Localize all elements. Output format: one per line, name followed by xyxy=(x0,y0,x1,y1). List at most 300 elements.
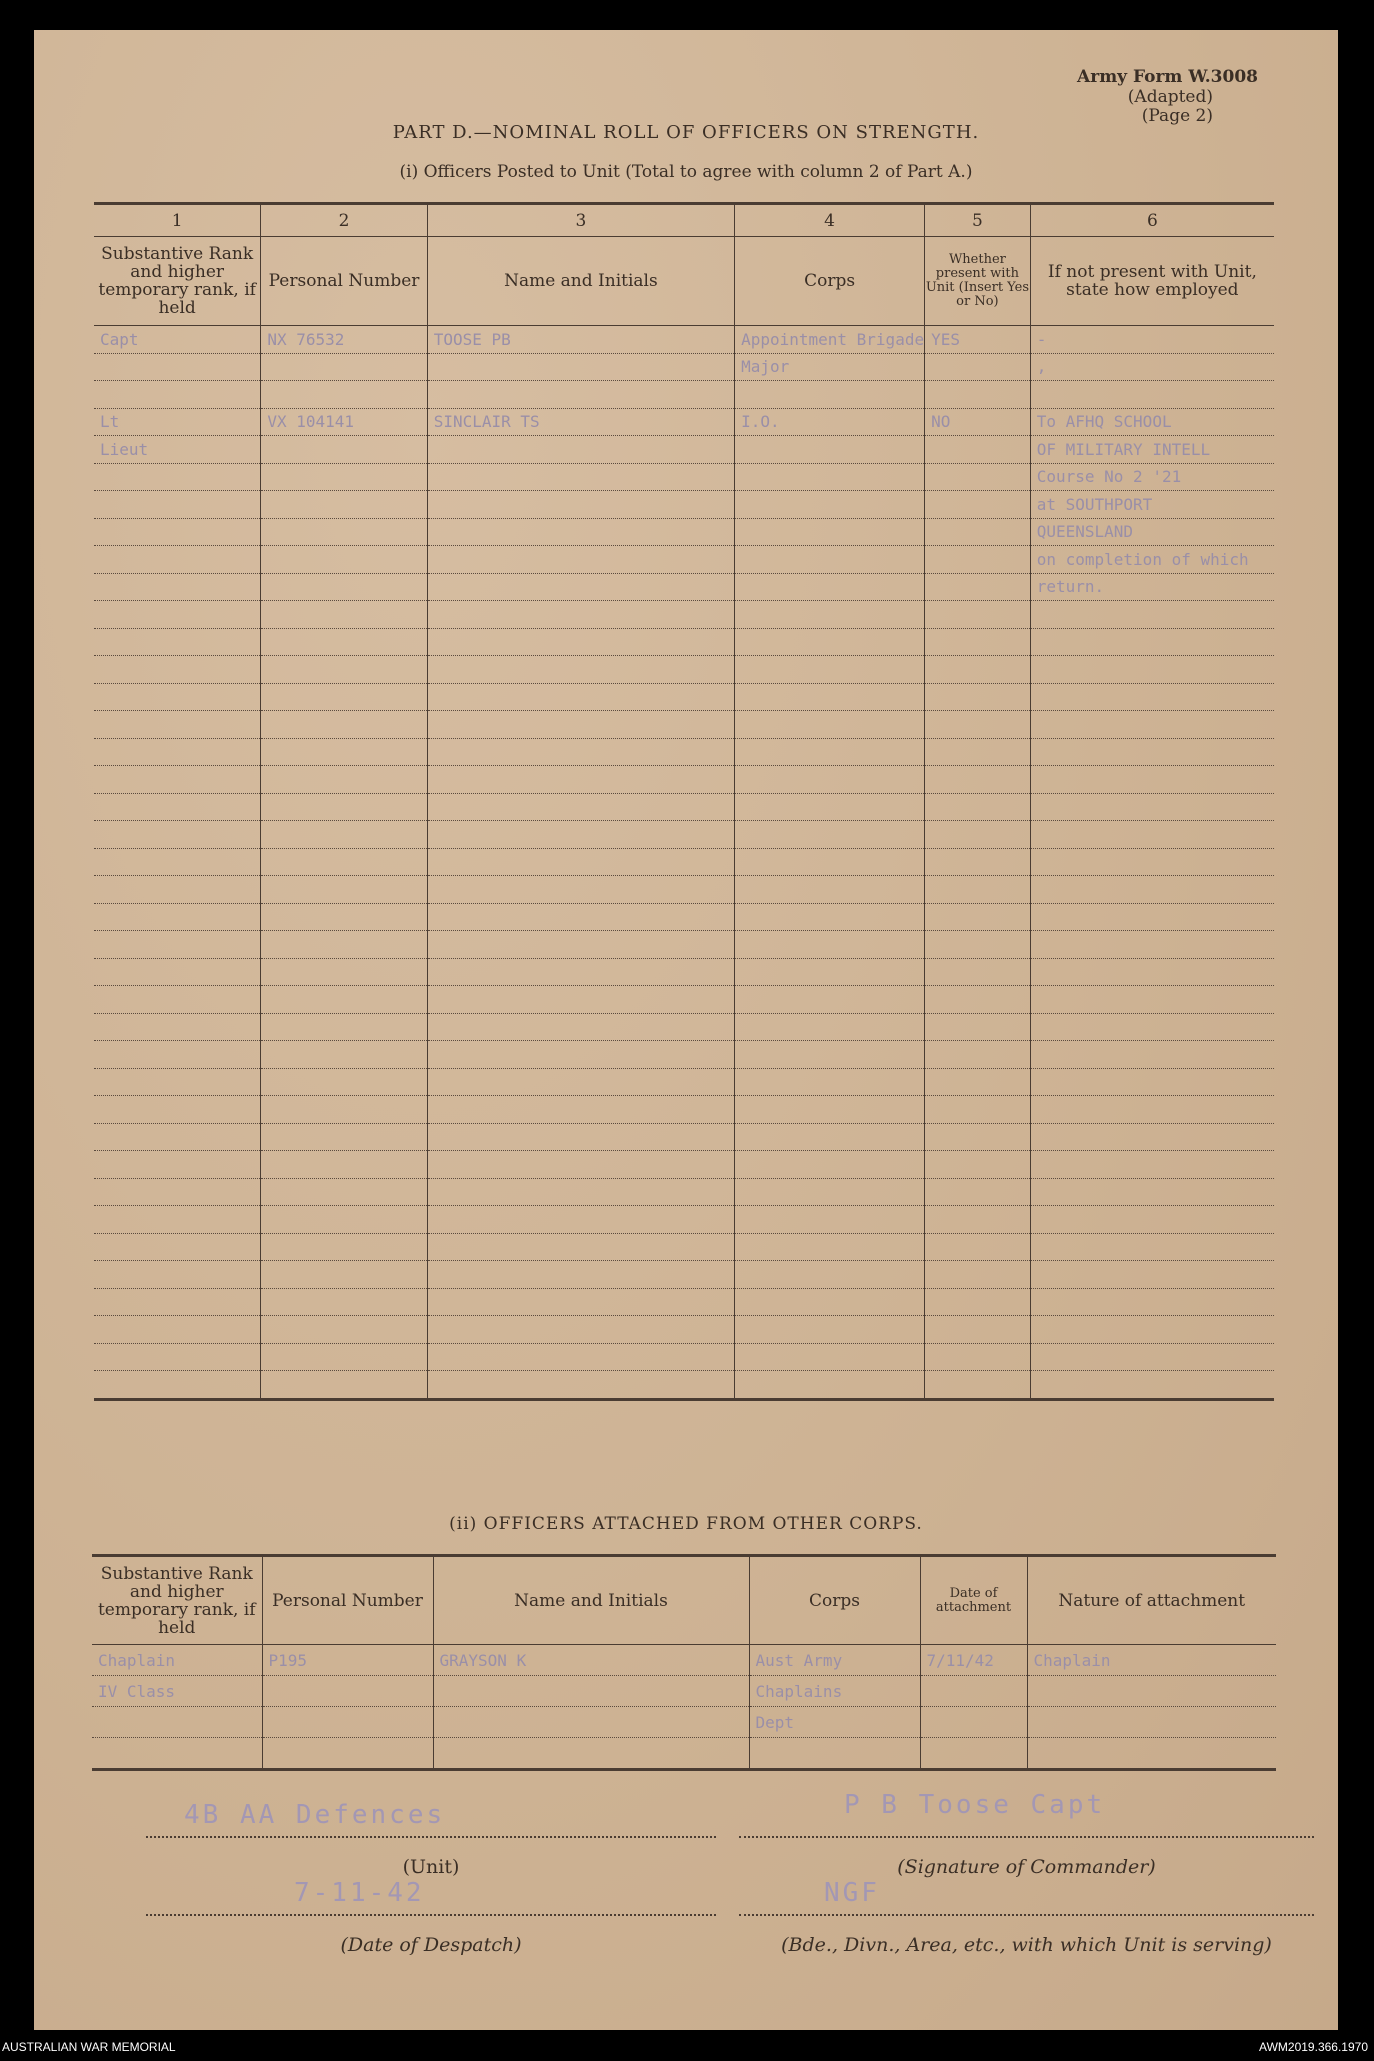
form-paper xyxy=(34,30,1338,2030)
table-cell xyxy=(427,353,734,381)
table-cell xyxy=(94,1343,261,1371)
table-cell xyxy=(261,1123,427,1151)
table-cell xyxy=(735,573,925,601)
table-cell xyxy=(925,1371,1031,1400)
table-cell xyxy=(1030,683,1274,711)
table-row xyxy=(94,546,1274,574)
table-cell xyxy=(261,353,427,381)
table-cell xyxy=(427,518,734,546)
table-cell xyxy=(262,1707,433,1738)
date-label: (Date of Despatch) xyxy=(340,1934,522,1956)
table-cell xyxy=(925,1233,1031,1261)
table-cell xyxy=(94,353,261,381)
table-cell: Chaplain xyxy=(1027,1645,1276,1676)
table-cell xyxy=(427,1288,734,1316)
table-row xyxy=(92,1676,1276,1707)
table-cell xyxy=(925,436,1031,464)
table-row xyxy=(94,1288,1274,1316)
table-cell xyxy=(427,1013,734,1041)
table-cell xyxy=(261,903,427,931)
header-employed: If not present with Unit, state how employed xyxy=(1030,237,1274,326)
table-cell xyxy=(94,1096,261,1124)
table-cell: Course No 2 '21 xyxy=(1030,463,1274,491)
table-cell xyxy=(1030,1233,1274,1261)
table-cell xyxy=(261,1013,427,1041)
table-cell xyxy=(925,876,1031,904)
table-cell: on completion of which xyxy=(1030,546,1274,574)
formation-value: NGF xyxy=(824,1878,880,1908)
table-cell xyxy=(735,436,925,464)
table-cell xyxy=(735,1316,925,1344)
table-cell xyxy=(94,1178,261,1206)
header-rank: Substantive Rank and higher temporary rank, if held xyxy=(92,1556,262,1645)
table-cell xyxy=(925,353,1031,381)
table-cell xyxy=(427,986,734,1014)
table-cell xyxy=(427,436,734,464)
column-number: 1 xyxy=(94,204,261,237)
table-cell xyxy=(735,903,925,931)
page-title: PART D.—NOMINAL ROLL OF OFFICERS ON STRENGTH. xyxy=(392,122,980,143)
table-cell xyxy=(94,848,261,876)
header-date-of-attachment: Date of attachment xyxy=(920,1556,1027,1645)
table-cell: To AFHQ SCHOOL xyxy=(1030,408,1274,436)
table-cell xyxy=(735,1041,925,1069)
form-id: Army Form W.3008 xyxy=(1077,67,1258,87)
table-row xyxy=(94,1096,1274,1124)
table-row xyxy=(94,1206,1274,1234)
table-cell xyxy=(261,546,427,574)
table-row xyxy=(94,326,1274,354)
table-row xyxy=(94,628,1274,656)
table-cell xyxy=(925,1068,1031,1096)
table-row xyxy=(94,601,1274,629)
table-cell xyxy=(925,683,1031,711)
table-row xyxy=(94,1013,1274,1041)
table-cell xyxy=(261,1068,427,1096)
table-cell xyxy=(261,1096,427,1124)
table-cell xyxy=(427,766,734,794)
header-name: Name and Initials xyxy=(427,237,734,326)
table-row xyxy=(94,1151,1274,1179)
table-cell xyxy=(261,683,427,711)
table-cell xyxy=(94,546,261,574)
column-number: 3 xyxy=(427,204,734,237)
table-cell xyxy=(920,1707,1027,1738)
table-cell xyxy=(261,628,427,656)
table-cell xyxy=(427,1206,734,1234)
table-cell xyxy=(735,738,925,766)
officers-attached-rows xyxy=(92,1645,1276,1770)
table-cell xyxy=(427,491,734,519)
table-cell: P195 xyxy=(262,1645,433,1676)
table-row xyxy=(94,353,1274,381)
table-cell xyxy=(94,1233,261,1261)
table-cell xyxy=(1030,821,1274,849)
formation-label: (Bde., Divn., Area, etc., with which Unit is serving) xyxy=(781,1934,1272,1956)
table-cell xyxy=(261,436,427,464)
table-cell: Appointment Brigade xyxy=(735,326,925,354)
table-row xyxy=(94,656,1274,684)
table-row xyxy=(94,1316,1274,1344)
table-cell xyxy=(261,711,427,739)
table-cell xyxy=(925,1261,1031,1289)
table-cell xyxy=(735,1261,925,1289)
table-cell xyxy=(261,986,427,1014)
table-cell xyxy=(925,931,1031,959)
table-cell xyxy=(925,821,1031,849)
table-cell xyxy=(427,958,734,986)
header-row xyxy=(92,1556,1276,1645)
table-cell xyxy=(427,793,734,821)
footer-accession: AWM2019.366.1970 xyxy=(1259,2040,1368,2054)
table-cell xyxy=(427,573,734,601)
table-cell xyxy=(94,1013,261,1041)
table-cell xyxy=(261,876,427,904)
form-identifier xyxy=(1077,68,1258,127)
table-row xyxy=(92,1645,1276,1676)
date-line xyxy=(146,1914,716,1916)
table-cell xyxy=(925,1343,1031,1371)
table-row xyxy=(94,408,1274,436)
table-cell xyxy=(1030,1316,1274,1344)
column-number: 6 xyxy=(1030,204,1274,237)
table-cell xyxy=(261,381,427,409)
table-cell xyxy=(925,546,1031,574)
table-cell xyxy=(735,793,925,821)
table-cell xyxy=(735,986,925,1014)
table-cell xyxy=(735,601,925,629)
table-cell xyxy=(735,821,925,849)
table-cell xyxy=(261,931,427,959)
table-cell xyxy=(925,601,1031,629)
table-row xyxy=(94,436,1274,464)
table-cell xyxy=(94,601,261,629)
table-cell xyxy=(94,711,261,739)
table-cell xyxy=(261,958,427,986)
table-cell xyxy=(427,1178,734,1206)
table-row xyxy=(94,463,1274,491)
officers-posted-rows xyxy=(94,326,1274,1400)
table-cell xyxy=(94,1068,261,1096)
table-cell xyxy=(1030,1068,1274,1096)
table-cell xyxy=(427,1233,734,1261)
table-cell xyxy=(94,491,261,519)
table-cell xyxy=(1030,1041,1274,1069)
section1-subtitle: (i) Officers Posted to Unit (Total to agree with column 2 of Part A.) xyxy=(399,162,973,182)
table-row xyxy=(94,1178,1274,1206)
table-cell xyxy=(925,381,1031,409)
table-cell: return. xyxy=(1030,573,1274,601)
table-cell xyxy=(261,518,427,546)
table-row xyxy=(94,381,1274,409)
table-cell xyxy=(1030,848,1274,876)
table-cell xyxy=(261,491,427,519)
column-number: 5 xyxy=(925,204,1031,237)
table-cell xyxy=(94,793,261,821)
table-cell xyxy=(925,958,1031,986)
table-cell: I.O. xyxy=(735,408,925,436)
table-row xyxy=(94,821,1274,849)
table-cell xyxy=(261,1151,427,1179)
table-cell xyxy=(1030,1178,1274,1206)
table-cell xyxy=(261,848,427,876)
table-row xyxy=(94,491,1274,519)
table-cell xyxy=(1030,958,1274,986)
table-row xyxy=(94,793,1274,821)
table-cell xyxy=(1030,656,1274,684)
commander-label: (Signature of Commander) xyxy=(897,1856,1156,1878)
unit-value: 4B AA Defences xyxy=(184,1800,446,1830)
table-cell xyxy=(262,1738,433,1770)
table-cell xyxy=(261,573,427,601)
unit-line xyxy=(146,1836,716,1838)
table-cell xyxy=(1027,1676,1276,1707)
table-cell xyxy=(925,766,1031,794)
table-cell xyxy=(735,711,925,739)
table-cell xyxy=(1030,1151,1274,1179)
column-number-row xyxy=(94,204,1274,237)
table-cell xyxy=(925,1013,1031,1041)
table-row xyxy=(94,903,1274,931)
table-cell xyxy=(261,1288,427,1316)
table-cell xyxy=(1030,738,1274,766)
table-cell xyxy=(261,1233,427,1261)
table-cell xyxy=(735,1151,925,1179)
table-cell xyxy=(427,931,734,959)
commander-signature: P B Toose Capt xyxy=(844,1790,1106,1820)
table-row xyxy=(92,1738,1276,1770)
table-cell xyxy=(94,1288,261,1316)
table-cell xyxy=(261,1206,427,1234)
formation-line xyxy=(739,1914,1314,1916)
table-cell: Lieut xyxy=(94,436,261,464)
table-cell xyxy=(735,1096,925,1124)
header-personal-number: Personal Number xyxy=(261,237,427,326)
table-cell xyxy=(735,546,925,574)
table-cell xyxy=(94,1041,261,1069)
table-cell xyxy=(1030,986,1274,1014)
table-row xyxy=(94,1068,1274,1096)
table-cell xyxy=(261,793,427,821)
table-cell: Capt xyxy=(94,326,261,354)
table-cell xyxy=(94,1151,261,1179)
table-cell xyxy=(427,1261,734,1289)
table-cell xyxy=(735,518,925,546)
table-cell xyxy=(94,1123,261,1151)
table-row xyxy=(94,848,1274,876)
table-cell xyxy=(925,1288,1031,1316)
table-cell xyxy=(427,1371,734,1400)
table-cell: - xyxy=(1030,326,1274,354)
table-cell xyxy=(735,628,925,656)
table-cell xyxy=(735,766,925,794)
table-cell xyxy=(735,1206,925,1234)
table-cell xyxy=(427,1123,734,1151)
table-cell xyxy=(1030,1261,1274,1289)
table-cell xyxy=(925,848,1031,876)
table-cell xyxy=(427,601,734,629)
table-cell xyxy=(1030,1123,1274,1151)
header-corps: Corps xyxy=(749,1556,920,1645)
table-cell: Aust Army xyxy=(749,1645,920,1676)
table-cell: Lt xyxy=(94,408,261,436)
column-number: 4 xyxy=(735,204,925,237)
table-cell: Dept xyxy=(749,1707,920,1738)
table-cell xyxy=(427,546,734,574)
table-cell xyxy=(94,903,261,931)
table-row xyxy=(94,1041,1274,1069)
table-cell: Chaplain xyxy=(92,1645,262,1676)
table-cell xyxy=(1030,711,1274,739)
table-cell xyxy=(925,1178,1031,1206)
table-cell xyxy=(261,1178,427,1206)
form-adapted: (Adapted) xyxy=(1127,86,1213,107)
table-cell xyxy=(427,1041,734,1069)
table-cell xyxy=(1030,793,1274,821)
table-cell xyxy=(735,931,925,959)
table-cell xyxy=(1030,628,1274,656)
table-cell xyxy=(427,738,734,766)
table-cell xyxy=(427,463,734,491)
table-cell: YES xyxy=(925,326,1031,354)
table-cell xyxy=(94,573,261,601)
table-row xyxy=(94,1343,1274,1371)
table-row xyxy=(92,1707,1276,1738)
table-row xyxy=(94,1233,1274,1261)
table-cell: Major xyxy=(735,353,925,381)
table-row xyxy=(94,573,1274,601)
header-corps: Corps xyxy=(735,237,925,326)
table-cell xyxy=(261,738,427,766)
table-cell xyxy=(735,683,925,711)
table-cell xyxy=(735,1288,925,1316)
table-cell: SINCLAIR TS xyxy=(427,408,734,436)
form-page: (Page 2) xyxy=(1141,106,1213,127)
table-cell xyxy=(261,463,427,491)
table-cell xyxy=(94,1371,261,1400)
table-cell xyxy=(427,903,734,931)
table-cell xyxy=(920,1676,1027,1707)
table-cell xyxy=(925,1123,1031,1151)
footer-credit: AUSTRALIAN WAR MEMORIAL xyxy=(2,2040,176,2054)
table-cell: TOOSE PB xyxy=(427,326,734,354)
table-cell xyxy=(92,1738,262,1770)
table-cell xyxy=(920,1738,1027,1770)
table-cell xyxy=(1030,1096,1274,1124)
table-cell xyxy=(1030,1371,1274,1400)
section2-title: (ii) OFFICERS ATTACHED FROM OTHER CORPS. xyxy=(449,1514,923,1534)
table-cell xyxy=(427,848,734,876)
table-row xyxy=(94,683,1274,711)
table-cell xyxy=(427,1151,734,1179)
table-cell xyxy=(94,1206,261,1234)
table-cell xyxy=(925,628,1031,656)
table-row xyxy=(94,711,1274,739)
table-row xyxy=(94,766,1274,794)
table-row xyxy=(94,986,1274,1014)
table-cell xyxy=(261,1343,427,1371)
date-value: 7-11-42 xyxy=(294,1878,425,1908)
table-cell xyxy=(1030,601,1274,629)
table-cell: QUEENSLAND xyxy=(1030,518,1274,546)
table-cell xyxy=(1030,1206,1274,1234)
table-cell xyxy=(427,711,734,739)
table-cell xyxy=(1030,381,1274,409)
table-cell xyxy=(735,876,925,904)
table-cell xyxy=(94,628,261,656)
table-cell xyxy=(427,1096,734,1124)
table-cell xyxy=(925,518,1031,546)
table-cell: GRAYSON K xyxy=(433,1645,749,1676)
table-cell xyxy=(427,1316,734,1344)
header-rank: Substantive Rank and higher temporary rank, if held xyxy=(94,237,261,326)
table-cell xyxy=(94,931,261,959)
table-cell: IV Class xyxy=(92,1676,262,1707)
table-cell xyxy=(261,766,427,794)
table-cell xyxy=(433,1707,749,1738)
table-cell xyxy=(735,1178,925,1206)
table-cell xyxy=(262,1676,433,1707)
table-cell xyxy=(749,1738,920,1770)
table-cell xyxy=(735,1013,925,1041)
table-row xyxy=(94,876,1274,904)
table-cell xyxy=(735,848,925,876)
table-cell xyxy=(925,738,1031,766)
table-cell xyxy=(925,463,1031,491)
header-personal-number: Personal Number xyxy=(262,1556,433,1645)
table-row xyxy=(94,1261,1274,1289)
table-row xyxy=(94,931,1274,959)
table-cell xyxy=(94,1316,261,1344)
unit-label: (Unit) xyxy=(402,1856,460,1878)
table-cell: OF MILITARY INTELL xyxy=(1030,436,1274,464)
table-cell xyxy=(925,1151,1031,1179)
table-cell xyxy=(94,1261,261,1289)
table-cell xyxy=(925,1316,1031,1344)
table-cell xyxy=(92,1707,262,1738)
table-cell xyxy=(735,1233,925,1261)
table-cell xyxy=(94,518,261,546)
table-cell: Chaplains xyxy=(749,1676,920,1707)
table-cell xyxy=(925,573,1031,601)
table-cell xyxy=(1030,1343,1274,1371)
table-cell xyxy=(427,1068,734,1096)
table-cell xyxy=(427,1343,734,1371)
table-cell xyxy=(1030,903,1274,931)
table-cell xyxy=(1030,766,1274,794)
table-cell xyxy=(261,1371,427,1400)
table-row xyxy=(94,738,1274,766)
table-cell: at SOUTHPORT xyxy=(1030,491,1274,519)
table-cell xyxy=(94,766,261,794)
table-cell xyxy=(925,1096,1031,1124)
table-cell xyxy=(925,491,1031,519)
table-row xyxy=(94,518,1274,546)
table-cell xyxy=(925,1206,1031,1234)
table-cell xyxy=(735,1068,925,1096)
table-cell xyxy=(94,381,261,409)
table-cell xyxy=(261,1041,427,1069)
table-cell xyxy=(427,656,734,684)
table-cell xyxy=(735,1343,925,1371)
table-cell xyxy=(925,903,1031,931)
table-row xyxy=(94,1371,1274,1400)
header-nature-of-attachment: Nature of attachment xyxy=(1027,1556,1276,1645)
table-cell xyxy=(925,656,1031,684)
table-cell xyxy=(94,821,261,849)
column-number: 2 xyxy=(261,204,427,237)
table-cell xyxy=(735,491,925,519)
